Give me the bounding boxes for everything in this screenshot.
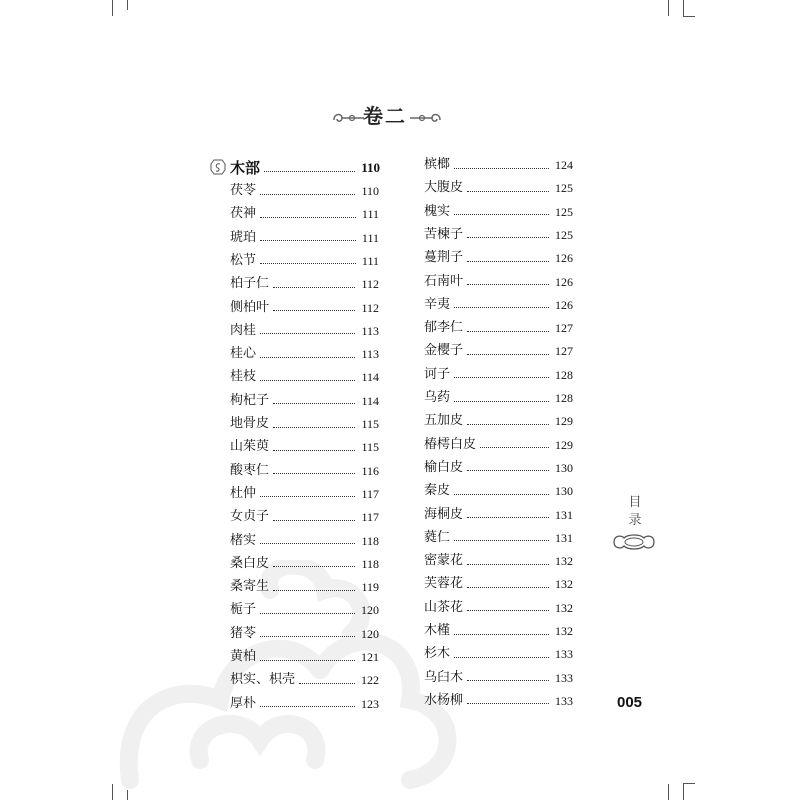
toc-entry-name: 杉木 bbox=[424, 646, 451, 662]
leader-dots bbox=[454, 307, 549, 308]
leader-dots bbox=[260, 240, 356, 241]
toc-entry-name: 大腹皮 bbox=[424, 180, 464, 196]
leader-dots bbox=[273, 403, 355, 404]
toc-entry-name: 山茱萸 bbox=[230, 439, 270, 455]
page-number: 005 bbox=[617, 694, 643, 711]
leader-dots bbox=[467, 470, 549, 471]
crop-mark bbox=[127, 0, 128, 10]
toc-entry-page: 120 bbox=[361, 626, 379, 641]
toc-entry-page: 118 bbox=[361, 556, 379, 571]
toc-entry-name: 楮实 bbox=[230, 532, 257, 548]
toc-entry[interactable] bbox=[230, 299, 379, 317]
toc-entry-page: 130 bbox=[555, 460, 573, 475]
leader-dots bbox=[454, 540, 549, 541]
toc-entry[interactable] bbox=[230, 508, 379, 526]
toc-entry[interactable] bbox=[424, 249, 573, 267]
toc-entry[interactable] bbox=[424, 622, 573, 640]
chapter-title: 卷二 bbox=[363, 104, 407, 128]
crop-mark bbox=[683, 0, 684, 16]
toc-entry-page: 117 bbox=[361, 486, 379, 501]
toc-entry-page: 114 bbox=[361, 370, 379, 385]
toc-entry[interactable] bbox=[424, 669, 573, 687]
toc-entry[interactable] bbox=[230, 252, 379, 270]
toc-entry[interactable] bbox=[424, 436, 573, 454]
toc-entry-name: 槟榔 bbox=[424, 157, 451, 172]
toc-entry-name: 黄柏 bbox=[230, 649, 257, 664]
leader-dots bbox=[273, 450, 355, 451]
toc-entry-page: 117 bbox=[361, 510, 379, 525]
toc-entry[interactable] bbox=[424, 552, 573, 570]
toc-entry-page: 133 bbox=[555, 670, 573, 685]
toc-entry-page: 111 bbox=[361, 230, 379, 245]
ornament-badge-icon bbox=[610, 532, 658, 552]
toc-entry-name: 猪苓 bbox=[230, 625, 257, 641]
toc-entry[interactable] bbox=[424, 599, 573, 617]
toc-entry-page: 111 bbox=[361, 207, 379, 222]
side-label: 目录 bbox=[628, 495, 642, 528]
toc-entry[interactable] bbox=[424, 366, 573, 384]
toc-entry[interactable] bbox=[230, 532, 379, 550]
toc-entry-page: 132 bbox=[555, 577, 573, 592]
toc-entry-name: 芙蓉花 bbox=[424, 576, 464, 592]
toc-entry[interactable] bbox=[424, 156, 573, 174]
leader-dots bbox=[467, 331, 549, 332]
crop-mark bbox=[112, 0, 113, 16]
leader-dots bbox=[260, 194, 355, 195]
toc-entry[interactable] bbox=[424, 389, 573, 407]
toc-entry-name: 木槿 bbox=[424, 623, 451, 638]
toc-entry-page: 128 bbox=[555, 367, 573, 382]
toc-entry-page: 115 bbox=[361, 417, 379, 431]
toc-entry-name: 肉桂 bbox=[230, 322, 257, 338]
leader-dots bbox=[454, 214, 549, 215]
toc-entry-name: 蕤仁 bbox=[424, 529, 451, 545]
leader-dots bbox=[467, 680, 549, 681]
toc-entry-page: 131 bbox=[555, 530, 573, 545]
leader-dots bbox=[454, 494, 549, 495]
toc-entry[interactable] bbox=[424, 226, 573, 244]
toc-entry-name: 柏子仁 bbox=[230, 276, 270, 292]
toc-entry[interactable] bbox=[230, 578, 379, 596]
toc-entry[interactable] bbox=[230, 205, 379, 223]
toc-entry-page: 113 bbox=[361, 347, 379, 362]
toc-entry[interactable] bbox=[424, 296, 573, 314]
toc-entry-page: 119 bbox=[361, 580, 379, 595]
leader-dots bbox=[467, 191, 549, 192]
toc-entry[interactable] bbox=[424, 412, 573, 430]
leader-dots bbox=[260, 263, 356, 264]
toc-entry[interactable] bbox=[230, 671, 379, 689]
toc-entry-name: 蔓荆子 bbox=[424, 250, 464, 266]
toc-entry[interactable] bbox=[230, 555, 379, 573]
toc-entry-name: 五加皮 bbox=[424, 413, 464, 429]
toc-entry-name: 椿樗白皮 bbox=[424, 436, 477, 452]
toc-entry[interactable] bbox=[424, 459, 573, 477]
toc-entry-page: 113 bbox=[361, 323, 379, 338]
toc-entry-name: 金樱子 bbox=[424, 343, 464, 359]
toc-entry-name: 茯神 bbox=[230, 206, 257, 222]
leader-dots bbox=[260, 660, 355, 661]
toc-entry-page: 126 bbox=[555, 297, 573, 312]
leader-dots bbox=[273, 310, 355, 311]
toc-entry-name: 乌药 bbox=[424, 390, 451, 405]
leader-dots bbox=[467, 564, 549, 565]
toc-entry-page: 126 bbox=[555, 274, 573, 289]
toc-entry-name: 琥珀 bbox=[230, 229, 257, 245]
toc-entry[interactable] bbox=[230, 229, 379, 247]
toc-entry[interactable] bbox=[230, 322, 379, 340]
leader-dots bbox=[260, 380, 355, 381]
leader-dots bbox=[260, 543, 355, 544]
toc-entry-page: 127 bbox=[555, 321, 573, 336]
toc-entry[interactable] bbox=[424, 529, 573, 547]
crop-mark bbox=[683, 783, 695, 784]
toc-entry[interactable] bbox=[230, 462, 379, 480]
leader-dots bbox=[467, 587, 549, 588]
toc-entry-name: 槐实 bbox=[424, 203, 451, 219]
toc-entry[interactable] bbox=[424, 692, 573, 710]
leader-dots bbox=[260, 613, 355, 614]
toc-entry-page: 125 bbox=[555, 204, 573, 219]
leader-dots bbox=[273, 520, 355, 521]
toc-entry-name: 茯苓 bbox=[230, 183, 257, 198]
leader-dots bbox=[299, 683, 355, 684]
leader-dots bbox=[467, 610, 549, 611]
leader-dots bbox=[273, 590, 355, 591]
toc-entry[interactable] bbox=[230, 415, 379, 433]
leader-dots bbox=[273, 427, 355, 428]
toc-entry-name: 乌臼木 bbox=[424, 669, 464, 685]
leader-dots bbox=[260, 217, 356, 218]
leader-dots bbox=[260, 357, 355, 358]
toc-entry[interactable] bbox=[424, 342, 573, 360]
toc-section-header[interactable] bbox=[230, 159, 380, 177]
toc-entry-page: 131 bbox=[555, 507, 573, 522]
toc-entry[interactable] bbox=[230, 392, 379, 410]
leader-dots bbox=[260, 636, 355, 637]
toc-entry-page: 111 bbox=[361, 253, 379, 268]
leader-dots bbox=[467, 284, 549, 285]
crop-mark bbox=[683, 16, 695, 17]
toc-entry-name: 山茶花 bbox=[424, 599, 464, 615]
leader-dots bbox=[260, 706, 355, 707]
leader-dots bbox=[454, 657, 549, 658]
toc-entry-page: 112 bbox=[361, 277, 379, 292]
toc-entry-name: 苦楝子 bbox=[424, 226, 464, 242]
toc-entry-page: 128 bbox=[555, 391, 573, 405]
leader-dots bbox=[467, 237, 549, 238]
toc-entry-page: 120 bbox=[361, 603, 379, 618]
toc-entry-page: 124 bbox=[555, 158, 573, 172]
toc-entry-name: 水杨柳 bbox=[424, 692, 464, 708]
leader-dots bbox=[454, 377, 549, 378]
toc-entry[interactable] bbox=[230, 438, 379, 456]
toc-entry-page: 112 bbox=[361, 300, 379, 315]
toc-entry-page: 130 bbox=[555, 484, 573, 499]
toc-entry-page: 133 bbox=[555, 647, 573, 662]
toc-entry-name: 海桐皮 bbox=[424, 506, 464, 522]
toc-entry[interactable] bbox=[424, 506, 573, 524]
crop-mark bbox=[668, 784, 669, 800]
toc-entry-page: 133 bbox=[555, 693, 573, 708]
toc-entry-page: 114 bbox=[361, 393, 379, 408]
leader-dots bbox=[260, 333, 355, 334]
toc-entry-name: 石南叶 bbox=[424, 273, 464, 289]
toc-entry-name: 桑寄生 bbox=[230, 579, 270, 595]
section-page: 110 bbox=[361, 160, 380, 175]
toc-entry-name: 侧柏叶 bbox=[230, 299, 270, 315]
toc-entry-name: 地骨皮 bbox=[230, 416, 270, 431]
toc-entry[interactable] bbox=[230, 648, 379, 666]
toc-entry-name: 辛夷 bbox=[424, 296, 451, 312]
leader-dots bbox=[273, 566, 355, 567]
leader-dots bbox=[454, 634, 549, 635]
toc-entry-page: 132 bbox=[555, 624, 573, 638]
toc-entry-name: 秦皮 bbox=[424, 483, 451, 499]
section-title: 木部 bbox=[230, 159, 261, 177]
toc-entry-page: 129 bbox=[555, 437, 573, 452]
toc-entry-page: 132 bbox=[555, 554, 573, 569]
leader-dots bbox=[467, 517, 549, 518]
toc-entry[interactable] bbox=[230, 275, 379, 293]
toc-entry-name: 枳实、枳壳 bbox=[230, 672, 296, 688]
toc-entry-page: 125 bbox=[555, 181, 573, 196]
toc-entry[interactable] bbox=[230, 182, 379, 200]
leader-dots bbox=[480, 447, 549, 448]
toc-entry-name: 诃子 bbox=[424, 366, 451, 382]
toc-entry-page: 110 bbox=[361, 184, 379, 198]
toc-entry[interactable] bbox=[424, 319, 573, 337]
toc-entry[interactable] bbox=[230, 695, 379, 713]
toc-entry-page: 123 bbox=[361, 696, 379, 711]
leader-dots bbox=[467, 703, 549, 704]
leader-dots bbox=[264, 171, 355, 172]
leader-dots bbox=[454, 168, 549, 169]
toc-entry-name: 桑白皮 bbox=[230, 555, 270, 571]
toc-entry-page: 121 bbox=[361, 650, 379, 664]
toc-entry-page: 129 bbox=[555, 414, 573, 429]
toc-entry-name: 松节 bbox=[230, 252, 257, 268]
toc-entry[interactable] bbox=[230, 601, 379, 619]
toc-entry-page: 127 bbox=[555, 344, 573, 359]
toc-entry-name: 榆白皮 bbox=[424, 459, 464, 475]
leader-dots bbox=[467, 354, 549, 355]
toc-entry[interactable] bbox=[424, 645, 573, 663]
leader-dots bbox=[273, 473, 355, 474]
toc-entry-page: 115 bbox=[361, 440, 379, 455]
toc-entry-page: 132 bbox=[555, 600, 573, 615]
toc-entry-page: 125 bbox=[555, 227, 573, 242]
section-bullet-icon bbox=[210, 159, 226, 175]
leader-dots bbox=[260, 496, 355, 497]
toc-entry[interactable] bbox=[230, 345, 379, 363]
toc-entry-page: 122 bbox=[361, 673, 379, 688]
toc-entry[interactable] bbox=[424, 575, 573, 593]
toc-entry[interactable] bbox=[424, 482, 573, 500]
toc-entry-name: 密蒙花 bbox=[424, 553, 464, 569]
toc-entry-name: 枸杞子 bbox=[230, 392, 270, 408]
toc-entry-name: 杜仲 bbox=[230, 485, 257, 501]
toc-entry-name: 厚朴 bbox=[230, 695, 257, 711]
toc-entry-name: 栀子 bbox=[230, 602, 257, 618]
toc-entry[interactable] bbox=[424, 203, 573, 221]
toc-entry-page: 116 bbox=[361, 463, 379, 478]
toc-entry-name: 郁李仁 bbox=[424, 320, 464, 336]
toc-entry[interactable] bbox=[424, 179, 573, 197]
cloud-ornament-right-icon bbox=[408, 110, 442, 124]
toc-entry-name: 桂心 bbox=[230, 346, 257, 362]
toc-entry[interactable] bbox=[230, 625, 379, 643]
toc-entry-page: 118 bbox=[361, 533, 379, 548]
toc-entry-name: 女贞子 bbox=[230, 509, 270, 525]
toc-entry-name: 酸枣仁 bbox=[230, 462, 270, 478]
leader-dots bbox=[454, 401, 549, 402]
crop-mark bbox=[668, 0, 669, 16]
toc-entry[interactable] bbox=[230, 368, 379, 386]
crop-mark bbox=[683, 784, 684, 800]
leader-dots bbox=[273, 287, 355, 288]
toc-entry-name: 桂枝 bbox=[230, 369, 257, 385]
toc-entry-page: 126 bbox=[555, 251, 573, 266]
toc-entry[interactable] bbox=[230, 485, 379, 503]
leader-dots bbox=[467, 261, 549, 262]
leader-dots bbox=[467, 424, 549, 425]
toc-entry[interactable] bbox=[424, 273, 573, 291]
